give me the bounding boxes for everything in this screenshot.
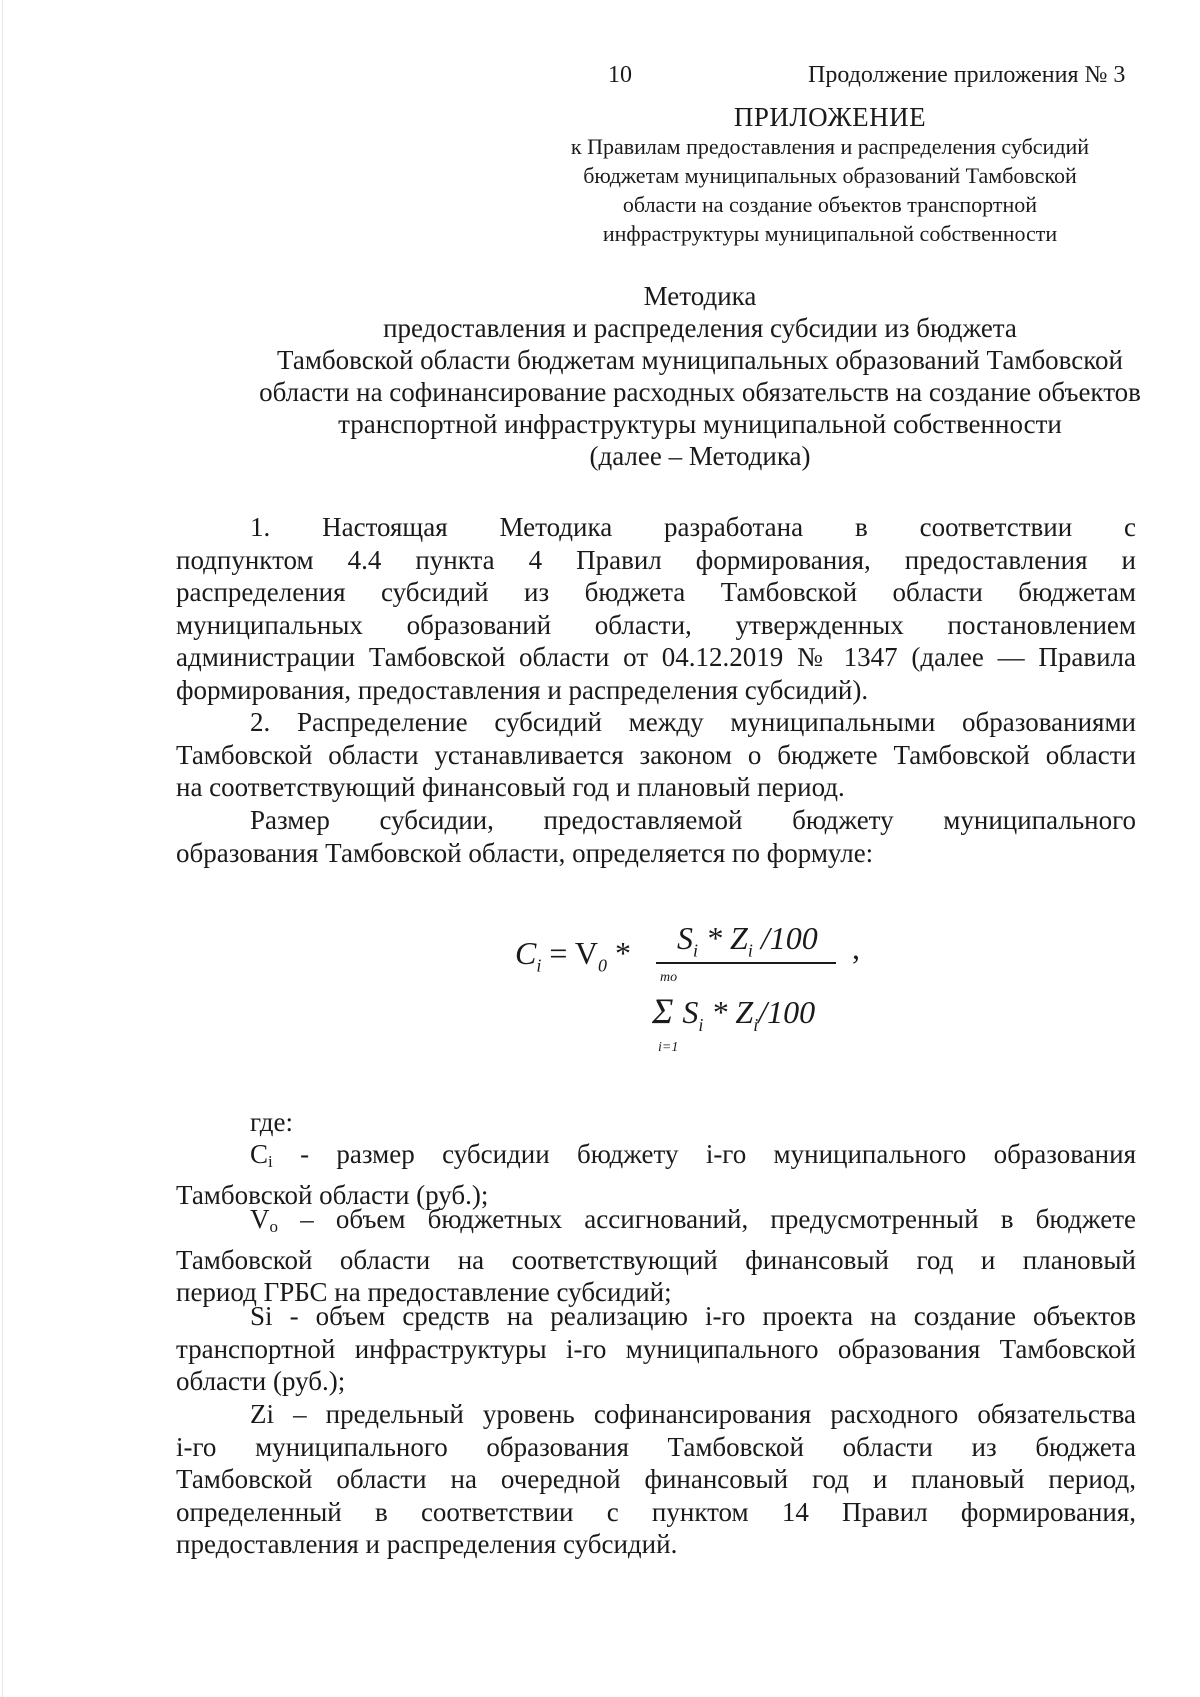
paragraph-line: муниципальных образований области, утвержденных постановлением [176, 609, 1136, 640]
definition-vo [176, 1203, 1136, 1309]
definition-line: i-го муниципального образования Тамбовской области из бюджета [176, 1431, 1136, 1462]
paragraph-line: на соответствующий финансовый год и плановый период. [176, 772, 845, 802]
paragraph-line: подпунктом 4.4 пункта 4 Правил формирования, предоставления и [176, 544, 1136, 575]
definition-line: $V_o$ – объем бюджетных ассигнований, предусмотренный в бюджете [250, 1204, 1136, 1236]
definition-line: Zi – предельный уровень софинансирования расходного обязательства [250, 1399, 1136, 1429]
paragraph-line: 2. Распределение субсидий между муниципальными образованиями [250, 707, 1136, 737]
fraction-bar [656, 962, 836, 964]
methodology-line: (далее – Методика) [589, 441, 811, 471]
definition-line: предоставления и распределения субсидий. [176, 1529, 678, 1559]
methodology-line: области на софинансирование расходных обязательств на создание объектов [259, 377, 1141, 407]
definition-line: Тамбовской области (руб.); [176, 1179, 489, 1210]
sum-upper-limit: mo [660, 970, 678, 985]
definition-line: транспортной инфраструктуры i-го муниципального образования Тамбовской [176, 1333, 1136, 1364]
definition-si [176, 1300, 1136, 1398]
formula-denominator: Σ $S_i * Z_i/100$ [652, 991, 816, 1036]
appendix-title: ПРИЛОЖЕНИЕ [733, 102, 927, 132]
paragraph-line: распределения субсидий из бюджета Тамбовской области бюджетам [176, 577, 1136, 607]
definition-line: Тамбовской области на соответствующий финансовый год и плановый [176, 1244, 1136, 1275]
definition-line: определенный в соответствии с пунктом 14 Правил формирования, [176, 1496, 1136, 1527]
sum-lower-limit: i=1 [658, 1040, 679, 1055]
page-number: 10 [608, 62, 632, 88]
paragraph-line: 1. Настоящая Методика разработана в соответствии с [250, 512, 1136, 542]
paragraph-line: образования Тамбовской области, определяется по формуле: [176, 837, 874, 868]
definition-zi [176, 1398, 1136, 1561]
appendix-line: бюджетам муниципальных образований Тамбовской [583, 163, 1077, 188]
definition-line: период ГРБС на предоставление субсидий; [176, 1277, 672, 1307]
paragraph-line: администрации Тамбовской области от 04.12.2019 № 1347 (далее — Правила [176, 642, 1136, 672]
paragraph-line: формирования, предоставления и распределения субсидий). [176, 674, 869, 705]
formula-lhs: $C_i = V_0$ * [515, 935, 631, 976]
paragraph-line: Размер субсидии, предоставляемой бюджету муниципального [250, 805, 1136, 835]
formula-numerator: $S_i * Z_i$ /100 [677, 920, 818, 961]
definition-line: $C_i$ - размер субсидии бюджету i-го муниципального образования [250, 1139, 1136, 1171]
definition-line: Тамбовской области на очередной финансовый год и плановый период, [176, 1464, 1136, 1494]
appendix-line: области на создание объектов транспортной [622, 192, 1038, 217]
appendix-line: к Правилам предоставления и распределения субсидий [570, 134, 1090, 159]
methodology-line: предоставления и распределения субсидии из бюджета [383, 313, 1017, 343]
methodology-title: Методика [643, 281, 757, 311]
methodology-line: Тамбовской области бюджетам муниципальных образований Тамбовской [277, 345, 1123, 375]
formula-comma: , [852, 930, 860, 966]
definition-line: Si - объем средств на реализацию i-го проекта на создание объектов [250, 1301, 1136, 1331]
where-label: где: [250, 1107, 293, 1137]
continuation-note: Продолжение приложения № 3 [808, 62, 1126, 88]
where-label-block [176, 1106, 1136, 1139]
methodology-line: транспортной инфраструктуры муниципальной собственности [338, 409, 1062, 439]
definition-line: области (руб.); [176, 1366, 346, 1396]
definition-ci [176, 1138, 1136, 1211]
appendix-line: инфраструктуры муниципальной собственности [602, 221, 1058, 246]
paragraph-line: Тамбовской области устанавливается законом о бюджете Тамбовской области [176, 739, 1136, 770]
